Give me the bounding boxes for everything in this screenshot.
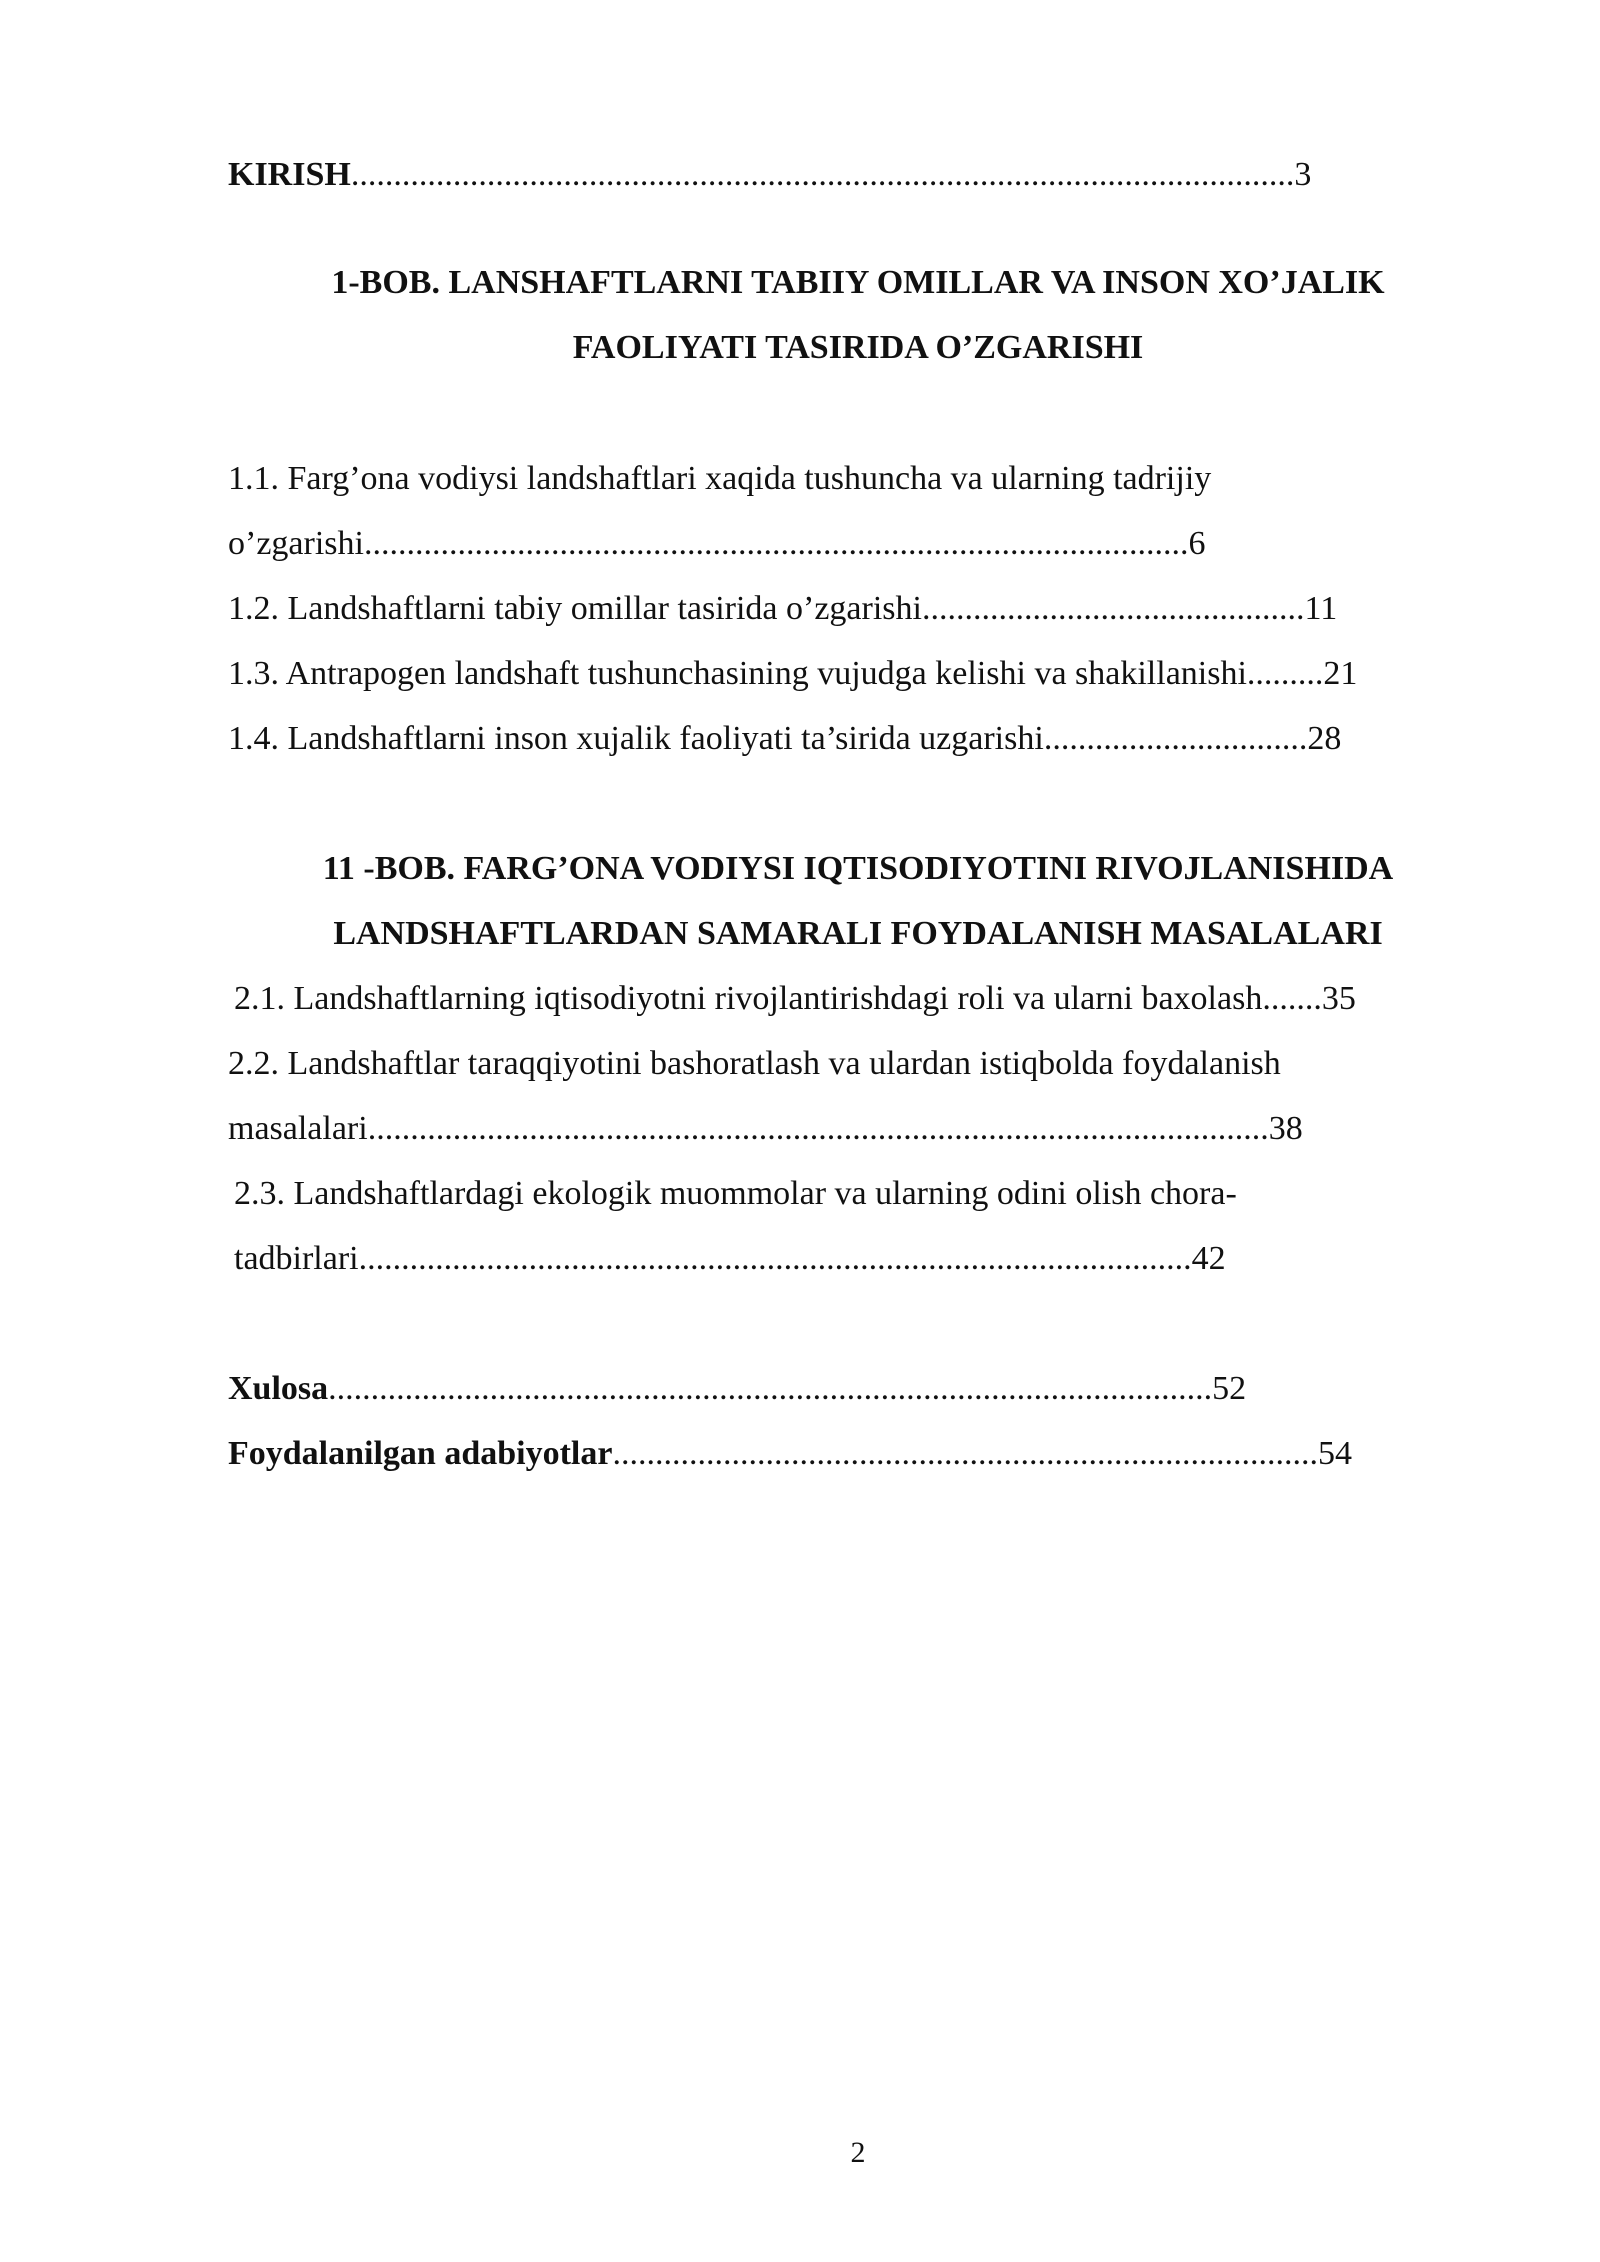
toc-entry-1-1-line-2: [228, 522, 1205, 566]
toc-label: Xulosa: [228, 1370, 329, 1407]
toc-entry-xulosa: [228, 1367, 1246, 1411]
toc-label: 1.4. Landshaftlarni inson xujalik faoliyati ta’sirida uzgarishi: [228, 720, 1044, 757]
toc-entry-2-3-line-2: [234, 1237, 1226, 1281]
toc-label: KIRISH: [228, 156, 351, 193]
toc-page-number: 38: [1268, 1110, 1303, 1147]
toc-entry-2-3-line-1: 2.3. Landshaftlardagi ekologik muommolar va ularning odini olish chora-: [234, 1175, 1237, 1212]
chapter-2-title-line-2: LANDSHAFTLARDAN SAMARALI FOYDALANISH MASALALARI: [333, 915, 1383, 952]
toc-label: 2.1. Landshaftlarning iqtisodiyotni rivojlantirishdagi roli va ularni baxolash: [234, 980, 1263, 1017]
toc-entry-kirish: [228, 153, 1311, 197]
toc-leader-dots: .................................................................................................: [363, 525, 1189, 562]
toc-entry-2-2-line-2: [228, 1107, 1303, 1151]
toc-label: 1.3. Antrapogen landshaft tushunchasining vujudga kelishi va shakillanishi: [228, 655, 1247, 692]
toc-leader-dots: ...................................................................................: [612, 1435, 1318, 1472]
toc-entry-1-2: [228, 587, 1337, 631]
toc-page-number: 42: [1191, 1240, 1226, 1277]
toc-leader-dots: ..........................................................................................................: [367, 1110, 1269, 1147]
chapter-1-title-line-1: 1-BOB. LANSHAFTLARNI TABIIY OMILLAR VA INSON XO’JALIK: [331, 264, 1385, 301]
toc-label: Foydalanilgan adabiyotlar: [228, 1435, 613, 1472]
toc-entry-1-4: [228, 717, 1341, 761]
chapter-2-title-line-1: 11 -BOB. FARG’ONA VODIYSI IQTISODIYOTINI RIVOJLANISHIDA: [322, 850, 1394, 887]
toc-label: o’zgarishi: [228, 525, 364, 562]
toc-leader-dots: .........: [1246, 655, 1324, 692]
chapter-1-title-line-2: FAOLIYATI TASIRIDA O’ZGARISHI: [572, 329, 1144, 366]
toc-leader-dots: .............................................: [921, 590, 1305, 627]
toc-label: masalalari: [228, 1110, 368, 1147]
page-number: 2: [850, 2136, 866, 2169]
toc-label: tadbirlari: [234, 1240, 359, 1277]
toc-page-number: 52: [1212, 1370, 1247, 1407]
toc-leader-dots: ...............................................................................................................: [350, 156, 1295, 193]
toc-page-number: 54: [1317, 1435, 1352, 1472]
toc-page-number: 11: [1304, 590, 1338, 627]
toc-entry-1-3: [228, 652, 1357, 696]
toc-page-number: 35: [1321, 980, 1356, 1017]
toc-leader-dots: ...............................: [1043, 720, 1308, 757]
toc-page-number: 21: [1323, 655, 1358, 692]
toc-page-number: 6: [1188, 525, 1206, 562]
toc-page-number: 28: [1307, 720, 1342, 757]
toc-entry-1-1-line-1: 1.1. Farg’ona vodiysi landshaftlari xaqida tushuncha va ularning tadrijiy: [228, 460, 1212, 497]
toc-page-number: 3: [1294, 156, 1312, 193]
toc-leader-dots: .......: [1262, 980, 1322, 1017]
toc-leader-dots: ..................................................................................................: [358, 1240, 1192, 1277]
toc-entry-adabiyotlar: [228, 1432, 1352, 1476]
toc-entry-2-2-line-1: 2.2. Landshaftlar taraqqiyotini bashoratlash va ulardan istiqbolda foydalanish: [228, 1045, 1281, 1082]
toc-label: 1.2. Landshaftlarni tabiy omillar tasirida o’zgarishi: [228, 590, 922, 627]
toc-entry-2-1: [234, 977, 1356, 1021]
toc-leader-dots: ........................................................................................................: [328, 1370, 1213, 1407]
